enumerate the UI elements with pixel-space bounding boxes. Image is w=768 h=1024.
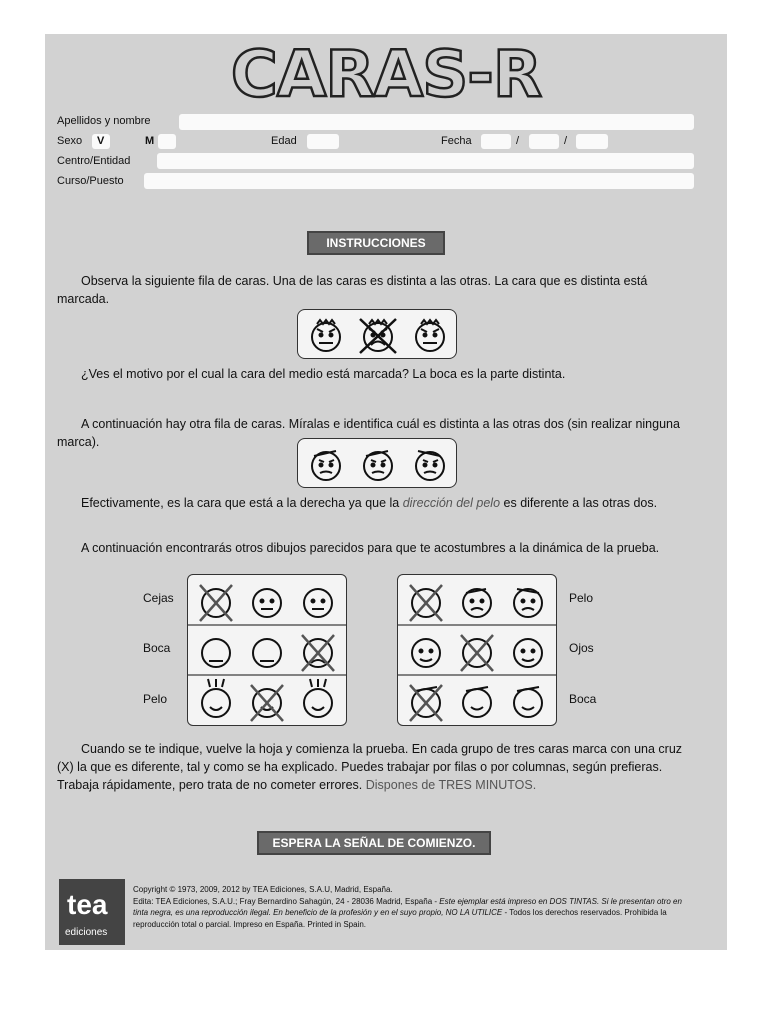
paragraph-4-emphasis: dirección del pelo <box>402 496 501 510</box>
left-label-2: Boca <box>143 641 171 655</box>
practice-grid-left <box>187 574 347 726</box>
footer-line-1: Copyright © 1973, 2009, 2012 by TEA Ediciones, S.A.U, Madrid, España. <box>133 885 393 894</box>
left-label-3: Pelo <box>143 692 168 706</box>
right-label-2: Ojos <box>569 641 594 655</box>
name-label: Apellidos y nombre <box>57 115 151 127</box>
date-month-field[interactable] <box>529 134 559 149</box>
paragraph-4-a: Efectivamente, es la cara que está a la derecha ya que la <box>81 496 400 510</box>
name-field[interactable] <box>179 114 694 130</box>
example-row-1 <box>297 309 457 359</box>
right-label-3: Boca <box>569 692 597 706</box>
center-field[interactable] <box>157 153 694 169</box>
age-field[interactable] <box>307 134 339 149</box>
tea-logo <box>59 879 125 945</box>
test-sheet <box>45 34 727 950</box>
paragraph-2: ¿Ves el motivo por el cual la cara del medio está marcada? La boca es la parte distinta. <box>81 367 566 381</box>
practice-grid-right <box>397 574 557 726</box>
paragraph-4 <box>57 494 697 512</box>
date-label: Fecha <box>441 135 472 147</box>
paragraph-4-c: es diferente a las otras dos. <box>503 496 658 510</box>
paragraph-5: A continuación encontrarás otros dibujos parecidos para que te acostumbres a la dinámica de la prueba. <box>81 541 660 555</box>
example-row-2 <box>297 438 457 488</box>
copyright-footer <box>133 884 693 930</box>
date-separator-2: / <box>564 135 568 147</box>
left-label-1: Cejas <box>143 591 174 605</box>
paragraph-3: A continuación hay otra fila de caras. Míralas e identifica cuál es distinta a las otras dos (sin realizar ninguna marca). <box>57 417 680 449</box>
course-label: Curso/Puesto <box>57 175 124 187</box>
footer-publisher: Edita: TEA Ediciones, S.A.U.; Fray Bernardino Sahagún, 24 - 28036 Madrid, España - <box>133 896 438 906</box>
footer-rights: - Todos los derechos reservados. Prohibida la reproducción total o parcial. Impreso en España. Printed in Spain. <box>133 908 667 929</box>
instructions-badge: INSTRUCCIONES <box>307 231 445 255</box>
practice-faces-right <box>398 575 556 725</box>
practice-faces-left <box>188 575 346 725</box>
course-field[interactable] <box>144 173 694 189</box>
time-limit-note: Dispones de TRES MINUTOS. <box>365 778 537 792</box>
paragraph-6-text: Cuando se te indique, vuelve la hoja y comienza la prueba. En cada grupo de tres caras marca con una cruz (X) la que es diferente, tal y como se ha explicado. Puedes trabajar por filas o por columnas, según prefieras. Trabaja rápidamente, pero trata de no cometer errores. <box>57 742 683 792</box>
age-label: Edad <box>271 135 297 147</box>
footer-italic: Este ejemplar está impreso en DOS TINTAS. Si le presentan otro en tinta negra, es una reproducción ilegal. En beneficio de la profesión y en el suyo propio, NO LA UTILICE <box>133 896 682 917</box>
date-separator-1: / <box>516 135 520 147</box>
example-faces-1 <box>306 316 450 354</box>
page-title: CARAS-R <box>230 38 542 112</box>
logo-sub: ediciones <box>65 927 108 938</box>
center-label: Centro/Entidad <box>57 155 131 167</box>
right-label-1: Pelo <box>569 591 594 605</box>
start-signal-badge: ESPERA LA SEÑAL DE COMIENZO. <box>257 831 491 855</box>
sex-m-label: M <box>145 135 155 147</box>
paragraph-1: Observa la siguiente fila de caras. Una de las caras es distinta a las otras. La cara que es distinta está marcada. <box>57 274 648 306</box>
footer-line-2 <box>133 896 693 931</box>
logo-word: tea <box>67 889 108 920</box>
sex-v-label: V <box>97 135 105 147</box>
paragraph-6 <box>57 740 697 794</box>
sex-label: Sexo <box>57 135 83 147</box>
sex-m-box[interactable] <box>158 134 176 149</box>
date-day-field[interactable] <box>481 134 511 149</box>
date-year-field[interactable] <box>576 134 608 149</box>
example-faces-2 <box>306 445 450 483</box>
